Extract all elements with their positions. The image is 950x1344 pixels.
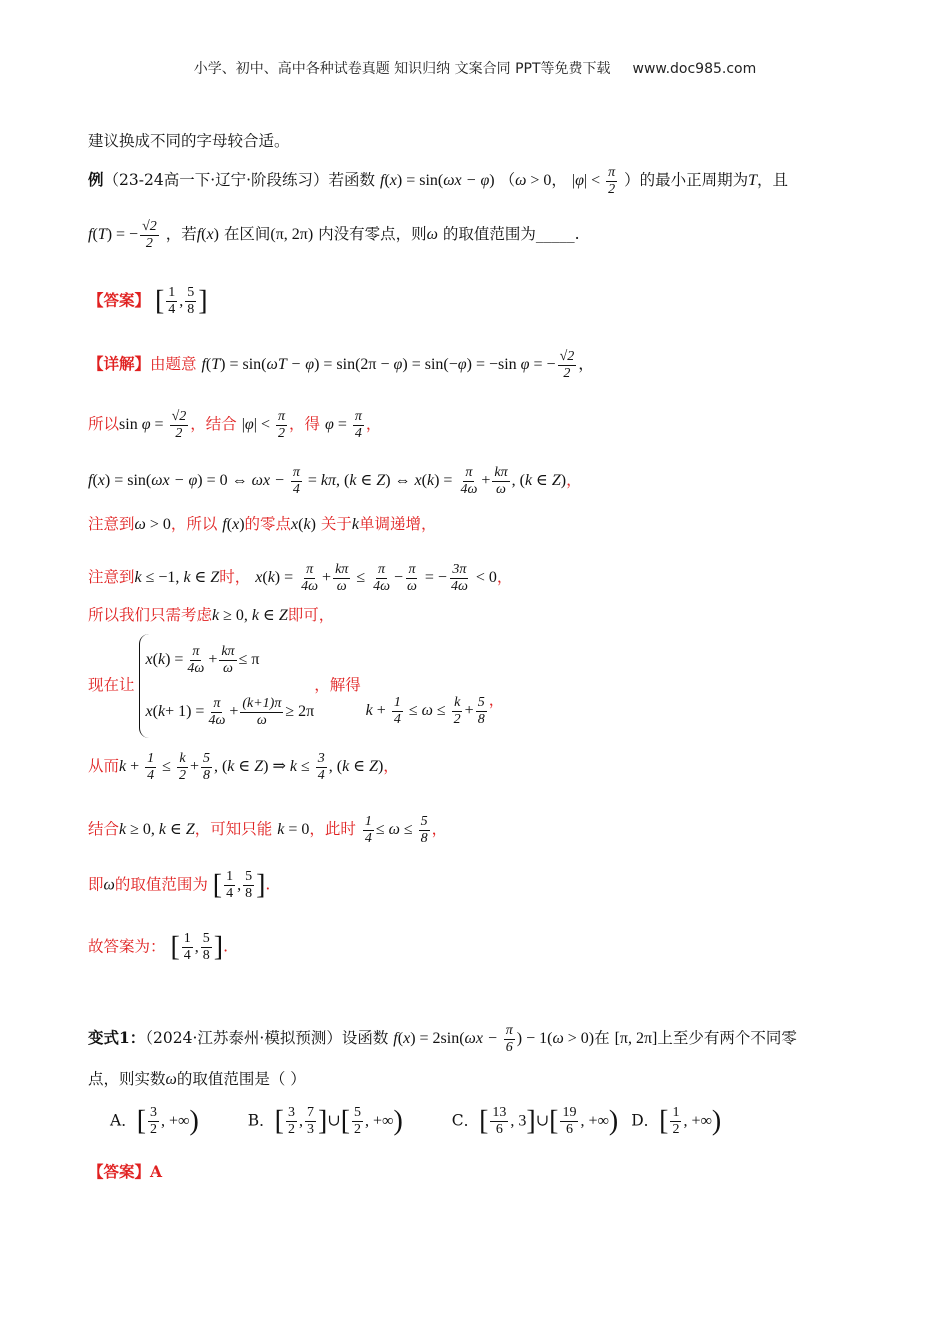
detail-line-7: 现在让 x ( k ) = $\frac{\pi}{4\omega}$ + $\frac{k\pi}{\omega}$ ≤ π x ( k + 1) = $\frac{\pi}{4\omega}$ + $\frac{(k+1)\pi}{\omega}$ ≥ 2π ，解得 k + $\frac{1}{4}$ ≤ ω ≤ $\frac{k}{2}$ + $\frac{5}{8}$ ， bbox=[88, 634, 504, 738]
detail-line-5: 注意到k ≤ −1, k ∈ Z时， x(k) = $\frac{\pi}{4\omega}$ + $\frac{k\pi}{\omega}$ ≤ $\frac{\pi}{4\omega}$ − $\frac{\pi}{\omega}$ = − $\frac{3\pi}{4\omega}$ < 0， bbox=[88, 562, 513, 594]
case-system: x ( k ) = $\frac{\pi}{4\omega}$ + $\frac{k\pi}{\omega}$ ≤ π x ( k + 1) = $\frac{\pi}{4\omega}$ + $\frac{(k+1)\pi}{\omega}$ ≥ 2π bbox=[139, 634, 315, 738]
detail-line-2: 所以sin φ = $\frac{√2}{2}$ ，结合 |φ| < $\frac{\pi}{2}$ ，得 φ = $\frac{\pi}{4}$ ， bbox=[88, 409, 382, 441]
example-source: （23-24高一下·辽宁·阶段练习）若函数 bbox=[103, 171, 376, 190]
answer-blank: _____ bbox=[535, 225, 575, 244]
variant-label: 变式1： bbox=[88, 1028, 146, 1048]
variant-answer-line bbox=[88, 1164, 162, 1180]
variant-answer-label: 【答案】 bbox=[88, 1162, 151, 1181]
variant-options bbox=[110, 1106, 765, 1137]
variant-line-1: 变式1：（2024·江苏泰州·模拟预测）设函数 f(x) = 2sin(ωx − $\frac{\pi}{6}$ ) − 1(ω > 0)在 [π, 2π]上至少有两个不同零 bbox=[88, 1023, 797, 1055]
example-label: 例 bbox=[88, 170, 104, 190]
phi-condition: |φ| < $\frac{\pi}{2}$ bbox=[571, 165, 616, 197]
example-line-1: 例（23-24高一下·辽宁·阶段练习）若函数 f(x) = sin(ωx − φ) （ω > 0， |φ| < $\frac{\pi}{2}$ ）的最小正周期为T，且 bbox=[88, 165, 789, 197]
page-header bbox=[0, 58, 950, 78]
answer-label: 【答案】 bbox=[88, 290, 151, 310]
detail-line-9: 结合k ≥ 0, k ∈ Z，可知只能 k = 0，此时 $\frac{1}{4}$ ≤ ω ≤ $\frac{5}{8}$ ， bbox=[88, 814, 448, 846]
option-a[interactable]: A．[ $\frac{3}{2}$ , +∞) bbox=[110, 1105, 199, 1137]
header-text: 小学、初中、高中各种试卷真题 知识归纳 文案合同 PPT等免费下载 bbox=[193, 61, 611, 77]
answer-line: 【答案】 [ $\frac{1}{4}$ , $\frac{5}{8}$ ] bbox=[88, 285, 208, 317]
example-line-2: f(T) = − $\frac{√2}{2}$ ，若f(x) 在区间(π, 2π) 内没有零点，则ω 的取值范围为_____. bbox=[88, 219, 580, 251]
variant-answer-value: A bbox=[150, 1162, 163, 1181]
option-c[interactable]: C．[ $\frac{13}{6}$ , 3]∪[ $\frac{19}{6}$ , +∞) bbox=[451, 1105, 619, 1137]
header-site-link[interactable]: www.doc985.com bbox=[632, 61, 757, 77]
detail-label: 【详解】 bbox=[88, 354, 151, 374]
option-b[interactable]: B．[ $\frac{3}{2}$ , $\frac{7}{3}$ ]∪[ $\frac{5}{2}$ , +∞) bbox=[247, 1105, 403, 1137]
detail-line-8: 从而k + $\frac{1}{4}$ ≤ $\frac{k}{2}$ + $\frac{5}{8}$ , (k ∈ Z) ⇒ k ≤ $\frac{3}{4}$ , (k ∈ Z)， bbox=[88, 751, 399, 783]
detail-line-6: 所以我们只需考虑k ≥ 0, k ∈ Z即可， bbox=[88, 606, 335, 624]
variant-line-2: 点，则实数ω的取值范围是（ ） bbox=[88, 1070, 306, 1088]
detail-line-1: 【详解】由题意 f(T) = sin(ωT − φ) = sin(2π − φ) = sin(−φ) = −sin φ = − $\frac{√2}{2}$ ， bbox=[88, 349, 595, 381]
intro-line: 建议换成不同的字母较合适。 bbox=[88, 132, 290, 150]
detail-line-11: 故答案为： [ $\frac{1}{4}$ , $\frac{5}{8}$ ]. bbox=[88, 931, 229, 963]
option-d[interactable]: D．[ $\frac{1}{2}$ , +∞) bbox=[631, 1105, 722, 1137]
detail-line-10: 即ω的取值范围为 [ $\frac{1}{4}$ , $\frac{5}{8}$ ]. bbox=[88, 869, 271, 901]
function-def: f(x) = sin(ωx − φ) bbox=[380, 172, 495, 190]
detail-line-3: f(x) = sin(ωx − φ) = 0 ⇔ ωx − $\frac{\pi}{4}$ = kπ, (k ∈ Z) ⇔ x(k) = $\frac{\pi}{4\omega}$ + $\frac{k\pi}{\omega}$ , (k ∈ Z)， bbox=[88, 465, 582, 497]
detail-line-4: 注意到ω > 0，所以 f(x)的零点x(k) 关于k单调递增， bbox=[88, 515, 437, 533]
